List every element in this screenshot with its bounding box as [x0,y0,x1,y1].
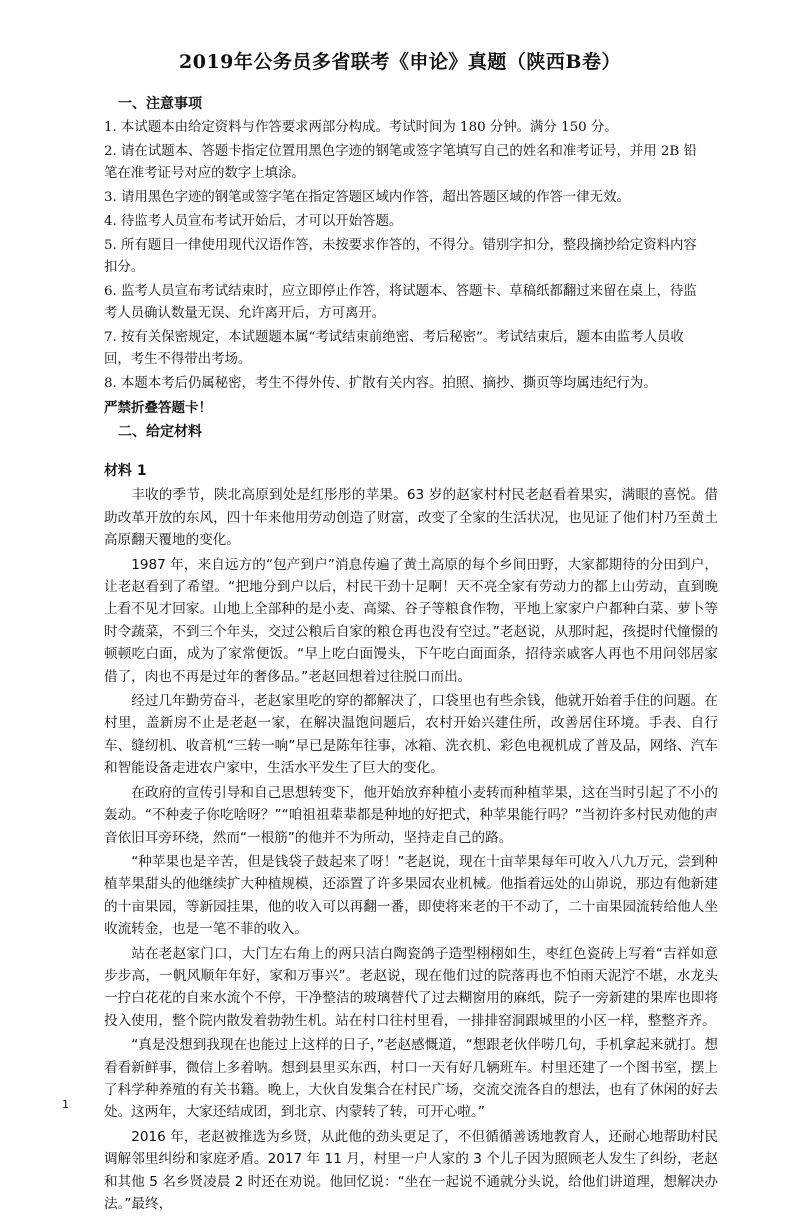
notes-heading: 一、注意事项 [118,96,202,112]
note-item: 8. 本题本考后仍属秘密，考生不得外传、扩散有关内容。拍照、摘抄、撕页等均属违纪行为。 [104,376,657,391]
material-paragraph: 在政府的宣传引导和自己思想转变下，他开始放弃种植小麦转而种植苹果，这在当时引起了不小的轰动。“不种麦子你吃啥呀？”“咱祖祖辈辈都是种地的好把式，种苹果能行吗？”当初许多村民劝他的声音依旧耳旁环绕，然而“一根筋”的他并不为所动，坚持走自己的路。 [104,784,718,846]
material-paragraph: 经过几年勤劳奋斗，老赵家里吃的穿的都解决了，口袋里也有些余钱，他就开始着手住的问题。在村里，盖新房不止是老赵一家，在解决温饱问题后，农村开始兴建住所，改善居住环境。手表、自行车、缝纫机、收音机“三转一响”早已是陈年往事，冰箱、洗衣机、彩色电视机成了普及品，网络、汽车和智能设备走进农户家中，生活水平发生了巨大的变化。 [104,693,718,777]
note-item: 4. 待监考人员宣布考试开始后，才可以开始答题。 [104,214,403,229]
note-item: 2. 请在试题本、答题卡指定位置用黑色字迹的钢笔或签字笔填写自己的姓名和准考证号，并用 2B 铅笔在准考证号对应的数字上填涂。 [104,144,697,181]
material-paragraph: 2016 年，老赵被推选为乡贤，从此他的劲头更足了，不但循循善诱地教育人，还耐心地帮助村民调解邻里纠纷和家庭矛盾。2017 年 11 月，村里一户人家的 3 个儿子因为照顾老人发生了纠纷，老赵和其他 5 名乡贤凌晨 2 时还在劝说。他回忆说：“坐在一起说不通就分头说，给他们讲道理，想解决办法。”最终， [104,1128,718,1212]
material-paragraph: 1987 年，来自远方的“包产到户”消息传遍了黄土高原的每个乡间田野，大家都期待的分田到户，让老赵看到了希望。“把地分到户以后，村民干劲十足啊！天不亮全家有劳动力的都上山劳动，直到晚上看不见才回家。山地上全部种的是小麦、高粱、谷子等粮食作物，平地上家家户户都种白菜、萝卜等时令蔬菜，不到三个年头，交过公粮后自家的粮仓再也没有空过。”老赵说，从那时起，孩提时代憧憬的顿顿吃白面，成为了家常便饭。“早上吃白面馒头，下午吃白面面条，招待亲戚客人再也不用问邻居家借了，肉也不再是过年的奢侈品。”老赵回想着过往脱口而出。 [104,556,718,685]
material-paragraph: “真是没想到我现在也能过上这样的日子，”老赵感慨道，“想跟老伙伴唠几句，手机拿起来就打。想看看新鲜事，微信上多着呐。想到县里买东西，村口一天有好几辆班车。村里还建了一个图书室，摆上了科学种养殖的有关书籍。晚上，大伙自发集合在村民广场，交流交流各自的想法，也有了休闲的好去处。这两年，大家还结成团，到北京、内蒙转了转，可开心啦。” [104,1037,718,1121]
note-item: 7. 按有关保密规定，本试题题本属“考试结束前绝密、考后秘密”。考试结束后，题本由监考人员收回，考生不得带出考场。 [104,330,684,367]
materials-heading: 二、给定材料 [118,424,202,440]
note-item: 1. 本试题本由给定资料与作答要求两部分构成。考试时间为 180 分钟。满分 150 分。 [104,120,618,135]
page-title: 2019年公务员多省联考《申论》真题（陕西B卷） [179,51,621,73]
material-paragraph: “种苹果也是辛苦，但是钱袋子鼓起来了呀！”老赵说，现在十亩苹果每年可收入八九万元，尝到种植苹果甜头的他继续扩大种植规模，还添置了许多果园农业机械。他指着远处的山峁说，那边有他新建的十亩果园，等新园挂果，他的收入可以再翻一番，即使将来老的干不动了，二十亩果园流转给他人坐收流转金，也是一笔不菲的收入。 [104,853,718,938]
material-paragraph: 丰收的季节，陕北高原到处是红彤彤的苹果。63 岁的赵家村村民老赵看着果实，满眼的喜悦。借助改革开放的东风，四十年来他用劳动创造了财富，改变了全家的生活状况，也见证了他们村乃至黄土高原翻天覆地的变化。 [104,487,718,549]
page-number: 1 [62,1098,69,1111]
material-label: 材料 1 [104,463,147,479]
warning-text: 严禁折叠答题卡！ [104,400,212,416]
material-paragraph: 站在老赵家门口，大门左右角上的两只洁白陶瓷鸽子造型栩栩如生，枣红色瓷砖上写着“吉祥如意步步高，一帆风顺年年好，家和万事兴”。老赵说，现在他们过的院落再也不怕雨天泥泞不堪，水龙头一拧白花花的自来水流个不停，干净整洁的玻璃替代了过去糊窗用的麻纸，院子一旁新建的果库也即将投入使用，整个院内散发着勃勃生机。站在村口往村里看，一排排窑洞跟城里的小区一样，整整齐齐。 [104,945,718,1029]
note-item: 6. 监考人员宣布考试结束时，应立即停止作答，将试题本、答题卡、草稿纸都翻过来留在桌上，待监考人员确认数量无误、允许离开后，方可离开。 [104,284,697,321]
notes-section [104,93,704,445]
note-item: 3. 请用黑色字迹的钢笔或签字笔在指定答题区域内作答，超出答题区域的作答一律无效。 [104,190,630,205]
material-section [104,460,718,1217]
note-item: 5. 所有题目一律使用现代汉语作答，未按要求作答的，不得分。错别字扣分，整段摘抄给定资料内容扣分。 [104,238,697,275]
